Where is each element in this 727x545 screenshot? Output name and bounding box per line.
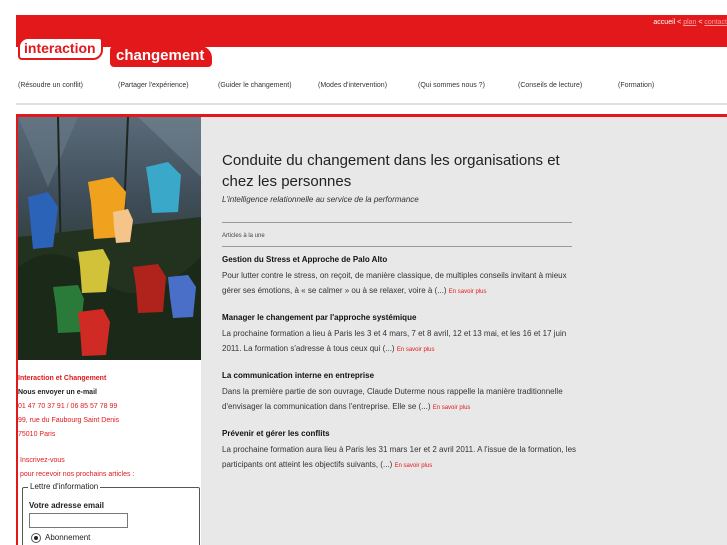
nav-item-modes[interactable]: (Modes d'intervention) <box>318 82 388 89</box>
article-item <box>222 370 582 416</box>
article-summary: La prochaine formation a lieu à Paris les 3 et 4 mars, 7 et 8 avril, 12 et 13 mai, et les 16 et 17 juin 2011. La formation s'adresse à tous ceux qui (...) <box>222 329 567 353</box>
org-name: Interaction et Changement <box>18 375 107 382</box>
subscription-radio[interactable] <box>31 533 41 543</box>
home-link[interactable]: accueil < <box>653 19 682 26</box>
header-photo <box>18 117 201 360</box>
section-divider-top <box>222 222 572 223</box>
nav-divider <box>16 103 727 105</box>
link-separator: < <box>698 19 703 26</box>
nav-item-resoudre[interactable]: (Résoudre un conflit) <box>18 82 83 89</box>
article-summary: Pour lutter contre le stress, on reçoit, de manière classique, de multiples conseils invitant à mieux gérer ses émotions, à « se calmer » ou à se relaxer, voire à (...) <box>222 271 567 295</box>
contact-link[interactable]: contact <box>704 19 727 26</box>
article-title[interactable]: Manager le changement par l'approche systémique <box>222 313 417 322</box>
article-item <box>222 428 582 474</box>
subscribe-prompt-1: Inscrivez-vous <box>20 457 65 464</box>
read-more-link[interactable]: En savoir plus <box>448 289 487 295</box>
nav-item-conseils[interactable]: (Conseils de lecture) <box>518 82 583 89</box>
address-line-2: 75010 Paris <box>18 431 56 438</box>
article-summary: La prochaine formation aura lieu à Paris les 31 mars 1er et 2 avril 2011. A l'issue de la formation, les participants ont atteint les objectifs suivants, (...) <box>222 445 577 469</box>
article-title[interactable]: La communication interne en entreprise <box>222 371 375 380</box>
main-nav <box>18 82 727 94</box>
plan-link[interactable]: plan <box>683 19 697 26</box>
site-logo[interactable] <box>18 34 218 70</box>
email-field[interactable] <box>29 513 128 528</box>
read-more-link[interactable]: En savoir plus <box>394 463 433 469</box>
article-title[interactable]: Prévenir et gérer les conflits <box>222 429 330 438</box>
logo-word-interaction: interaction <box>18 37 103 60</box>
email-label: Votre adresse email <box>29 501 105 510</box>
phone-numbers: 01 47 70 37 91 / 06 85 57 78 99 <box>18 403 118 410</box>
contact-info <box>18 372 201 442</box>
article-item <box>222 254 582 300</box>
section-label: Articles à la une <box>222 233 265 239</box>
article-title[interactable]: Gestion du Stress et Approche de Palo Alto <box>222 255 388 264</box>
email-link[interactable]: Nous envoyer un e-mail <box>18 389 97 396</box>
read-more-link[interactable]: En savoir plus <box>432 405 471 411</box>
subscribe-prompt-2: pour recevoir nos prochains articles : <box>20 471 135 478</box>
nav-item-formation[interactable]: (Formation) <box>618 82 655 89</box>
nav-item-partager[interactable]: (Partager l'expérience) <box>118 82 189 89</box>
nav-item-guider[interactable]: (Guider le changement) <box>218 82 292 89</box>
sweaters-illustration <box>18 117 201 360</box>
address-line-1: 99, rue du Faubourg Saint Denis <box>18 417 120 424</box>
article-item <box>222 312 582 358</box>
read-more-link[interactable]: En savoir plus <box>396 347 435 353</box>
nav-item-qui[interactable]: (Qui sommes nous ?) <box>418 82 485 89</box>
subscription-radio-label: Abonnement <box>45 533 91 542</box>
page-tagline: L'intelligence relationnelle au service de la performance <box>222 195 419 204</box>
newsletter-legend: Lettre d'information <box>30 482 99 491</box>
page-title: Conduite du changement dans les organisations et chez les personnes <box>222 152 560 190</box>
section-divider-bottom <box>222 246 572 247</box>
article-summary: Dans la première partie de son ouvrage, Claude Duterme nous rappelle la manière traditionnelle d'envisager la communication dans l'entreprise. Elle se (...) <box>222 387 563 411</box>
logo-word-changement: changement <box>110 46 212 67</box>
top-links <box>653 19 727 26</box>
